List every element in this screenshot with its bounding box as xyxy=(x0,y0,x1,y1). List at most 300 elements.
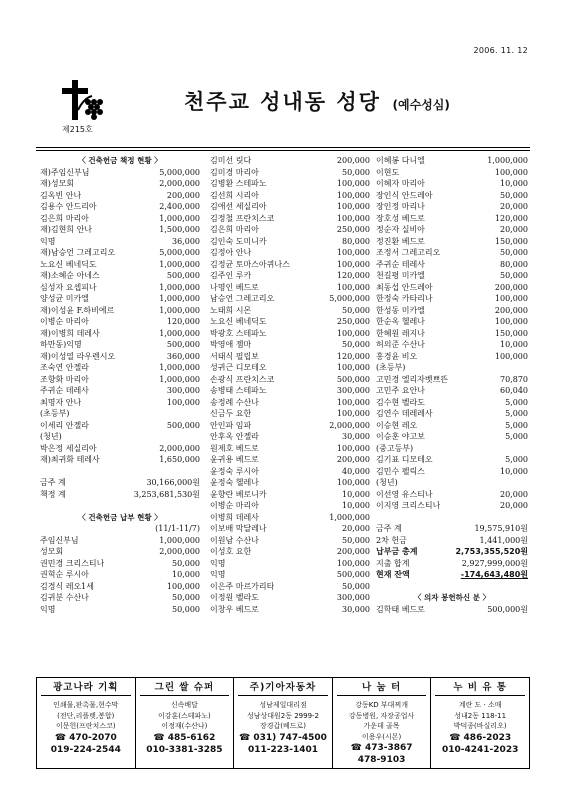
payment-row-amount: 300,000 xyxy=(336,386,370,395)
payment-row xyxy=(210,512,370,524)
payment-row-amount: 50,000 xyxy=(342,305,370,315)
summary-row-name: 금주 계 xyxy=(376,524,402,533)
payment-row-amount: 300,000 xyxy=(336,593,370,602)
payment-row-name: 성모회 xyxy=(40,547,64,556)
pledge-row xyxy=(40,374,200,386)
payment-row-name: 김병환 스테파노 xyxy=(210,179,267,188)
ad-line: 박덕종(바실리오) xyxy=(453,722,507,730)
payment-row-amount: 80,000 xyxy=(342,236,370,246)
pledge-row-name: 재)주임신부님 xyxy=(40,167,90,177)
payment-row-amount: 1,000,000 xyxy=(487,156,528,165)
summary-row-amount: 1,441,000원 xyxy=(479,535,528,545)
payment-row xyxy=(210,454,370,466)
payment-row xyxy=(210,466,370,478)
header-rule-2 xyxy=(36,150,530,151)
payment-row xyxy=(210,316,370,328)
payment-row-name: 이병순 마리아 xyxy=(210,501,259,510)
pledge-row xyxy=(40,420,200,432)
pledge-row-name: 박은정 세실리아 xyxy=(40,443,97,453)
subgroup-elementary-2: (초등부) xyxy=(376,363,406,372)
payment-row-name: 정진환 베드로 xyxy=(376,236,425,246)
payment-row xyxy=(376,178,528,190)
payment-row-name: 박영애 젬마 xyxy=(210,340,252,349)
payment-row-amount: 200,000 xyxy=(336,156,370,165)
pledge-row-amount: 1,000,000 xyxy=(159,328,200,338)
payment-row-name: 성귀근 디모테오 xyxy=(210,363,267,372)
payment-row xyxy=(210,408,370,420)
ad-box xyxy=(431,678,529,768)
payment-row xyxy=(376,431,528,443)
payment-row xyxy=(210,397,370,409)
payment-row xyxy=(210,489,370,501)
pledge-row xyxy=(40,362,200,374)
payment-row-amount: 100,000 xyxy=(336,558,370,568)
payment-row xyxy=(376,489,528,501)
payment-row-name: 김애선 세실리아 xyxy=(210,202,267,211)
payment-row xyxy=(376,454,528,466)
payment-row-name: 안후옥 안젤라 xyxy=(210,432,259,441)
church-name: 천주교 성내동 성당 xyxy=(184,90,381,114)
payment-row-amount: 5,000 xyxy=(505,455,528,464)
ad-line: 강동병원, 자장공업사 xyxy=(348,711,415,720)
payment-row-amount: 500,000 xyxy=(336,374,370,384)
payment-row xyxy=(210,443,370,455)
payment-row-name: 김정철 프란치스코 xyxy=(210,213,275,223)
payment-row-amount: 20,000 xyxy=(500,489,528,499)
payment-list-elementary xyxy=(376,374,528,443)
payment-row xyxy=(40,569,200,581)
page-title xyxy=(184,86,450,116)
pledge-row xyxy=(40,397,200,409)
payment-row xyxy=(376,155,528,167)
payment-row-name: 한정숙 카타리나 xyxy=(376,294,433,303)
ad-name: 누 비 유 통 xyxy=(435,680,525,696)
payment-row-name: 김주인 루카 xyxy=(210,271,252,280)
pledge-row-amount: 200,000 xyxy=(166,190,200,200)
payment-row-name: 한성동 미카엘 xyxy=(376,305,425,315)
payment-row-name: 김귀분 수산나 xyxy=(40,593,89,602)
payment-list-youth xyxy=(376,489,528,512)
payment-row-name: 주임신부님 xyxy=(40,535,79,545)
payment-row-amount: 150,000 xyxy=(494,236,528,246)
ad-line: 성남상대원2동 2999-2 xyxy=(246,711,319,720)
payment-row-name: 김민수 펠릭스 xyxy=(376,466,425,476)
payment-row-amount: 100,000 xyxy=(336,397,370,407)
section-title-payment: 〈 건축헌금 납부 현황 〉 xyxy=(78,512,162,522)
pledge-row xyxy=(40,201,200,213)
pledge-row xyxy=(40,259,200,271)
payment-row-amount: 50,000 xyxy=(172,558,200,568)
payment-row xyxy=(376,374,528,386)
payment-row-amount: 100,000 xyxy=(336,409,370,418)
payment-row-amount: 200,000 xyxy=(494,282,528,292)
payment-row xyxy=(40,535,200,547)
ad-name: 주)기아자동차 xyxy=(238,680,328,696)
pledge-row-name: 익명 xyxy=(40,236,56,246)
payment-row-name: 이혜자 마리아 xyxy=(376,179,425,188)
subgroup-middle-high: (중고등부) xyxy=(376,443,414,453)
payment-row xyxy=(210,420,370,432)
payment-row-amount: 100,000 xyxy=(336,443,370,453)
pledge-row-name: 김은희 마리아 xyxy=(40,213,89,223)
payment-row-name: 장호성 베드로 xyxy=(376,213,425,223)
payment-row-name: 이보배 막달레나 xyxy=(210,524,267,533)
ad-box xyxy=(37,678,136,768)
section-title-chair: 〈 의자 봉헌하신 분 〉 xyxy=(413,593,491,602)
payment-row xyxy=(376,328,528,340)
payment-row-amount: 50,000 xyxy=(342,167,370,177)
ad-line: 가운데 골목 xyxy=(363,722,400,730)
pledge-row xyxy=(40,316,200,328)
pledge-row xyxy=(40,236,200,248)
payment-row xyxy=(376,397,528,409)
payment-row xyxy=(210,293,370,305)
payment-row-amount: 50,000 xyxy=(172,604,200,614)
ad-box xyxy=(333,678,432,768)
ad-box xyxy=(234,678,333,768)
payment-row-amount: 100,000 xyxy=(336,248,370,257)
payment-row-amount: 100,000 xyxy=(336,259,370,269)
chair-donor: 김학태 베드로 500,000원 xyxy=(376,604,528,614)
paid-total: 납부금 총계 2,753,355,520원 xyxy=(376,547,528,556)
pledge-row-name: 재)성모회 xyxy=(40,179,75,188)
column-pledge xyxy=(40,155,200,615)
church-logo-icon xyxy=(58,78,106,122)
payment-row-amount: 60,040 xyxy=(500,386,528,395)
ad-line: 강동KD 부대찌개 xyxy=(355,701,408,709)
ad-phone: ☎ 486-2023 xyxy=(449,732,512,743)
payment-row-name: 이승훈 야고보 xyxy=(376,432,425,441)
payment-row-amount: 100,000 xyxy=(494,294,528,303)
payment-row-name: 신금두 요한 xyxy=(210,409,252,418)
payment-row xyxy=(210,385,370,397)
payment-row xyxy=(210,546,370,558)
payment-row-amount: 200,000 xyxy=(336,547,370,556)
payment-row-name: 고민주 요안나 xyxy=(376,386,425,395)
pledge-row xyxy=(40,247,200,259)
payment-row xyxy=(376,351,528,363)
pledge-row xyxy=(40,293,200,305)
pledge-row-amount: 1,000,000 xyxy=(159,213,200,223)
ad-mobile: 478-9103 xyxy=(357,755,406,765)
pledge-row xyxy=(40,178,200,190)
pledge-row xyxy=(40,167,200,179)
payment-row-name: 김연수 데레레사 xyxy=(376,409,433,418)
payment-row-name: 권혁순 루시아 xyxy=(40,570,89,579)
payment-row-amount: 30,000 xyxy=(342,432,370,441)
payment-row xyxy=(210,167,370,179)
payment-row-name: 이원남 수산나 xyxy=(210,535,259,545)
payment-row-name: 김정아 안나 xyxy=(210,248,252,257)
payment-row-amount: 1,000,000 xyxy=(159,535,200,545)
payment-row-amount: 50,000 xyxy=(500,248,528,257)
pledge-row xyxy=(40,328,200,340)
payment-row xyxy=(376,282,528,294)
payment-row-name: 김미선 릿다 xyxy=(210,156,252,165)
payment-row-amount: 50,000 xyxy=(500,190,528,200)
pledge-row-name: 조향화 마리아 xyxy=(40,374,89,384)
pledge-row-amount: 1,000,000 xyxy=(159,374,200,384)
issue-number: 제215호 xyxy=(62,125,93,134)
payment-row-amount: 200,000 xyxy=(336,455,370,464)
payment-row-name: 이혜봉 다니엘 xyxy=(376,156,425,165)
pledge-list-elementary xyxy=(40,420,200,432)
pledge-row-name: 김옥빈 안나 xyxy=(40,190,82,200)
payment-row-amount: 10,000 xyxy=(342,501,370,510)
pledge-row-name: 노요신 베네딕도 xyxy=(40,259,97,269)
ad-line: 신속배달 xyxy=(170,701,198,709)
payment-row-amount: 2,000,000 xyxy=(329,420,370,430)
pledge-row-amount: 1,000,000 xyxy=(159,363,200,372)
ad-line: 이정재(수산나) xyxy=(161,722,208,730)
payment-row-amount: 10,000 xyxy=(172,570,200,579)
pledge-row-name: 이세리 안젤라 xyxy=(40,420,89,430)
payment-row-name: 나명인 베드로 xyxy=(210,282,259,292)
payment-row xyxy=(210,270,370,282)
payment-row-name: 손광식 프란치스코 xyxy=(210,374,275,384)
pledge-row xyxy=(40,443,200,455)
payment-row xyxy=(210,305,370,317)
payment-row xyxy=(40,546,200,558)
payment-row-amount: 250,000 xyxy=(336,317,370,326)
payment-row xyxy=(210,190,370,202)
payment-row-amount: 120,000 xyxy=(336,271,370,280)
payment-row xyxy=(210,535,370,547)
ads-strip xyxy=(36,677,530,769)
payment-row xyxy=(376,305,528,317)
payment-row-amount: 100,000 xyxy=(336,190,370,200)
payment-row-amount: 10,000 xyxy=(500,179,528,188)
payment-row-name: 서태식 필립보 xyxy=(210,351,259,361)
payment-row-name: 한순옥 헬레나 xyxy=(376,317,425,326)
payment-row-name: 김정균 토마스아퀴나스 xyxy=(210,259,290,269)
pledge-row-name: 재)소혜순 아네스 xyxy=(40,271,100,280)
ad-line: (전단,리플렛,봉합) xyxy=(57,711,115,720)
pledge-row-amount: 100,000 xyxy=(166,397,200,407)
current-balance: 현재 잔액 -174,643,480원 xyxy=(376,570,528,579)
pledge-row-name: 주귀순 데레사 xyxy=(40,386,89,395)
payment-row-amount: 1,000,000 xyxy=(329,512,370,522)
payment-row-amount: 20,000 xyxy=(342,524,370,533)
payment-row-name: 이지영 크리스티나 xyxy=(376,501,441,510)
payment-row-name: 김선희 시리아 xyxy=(210,190,259,200)
payment-row-amount: 100,000 xyxy=(336,202,370,211)
payment-row xyxy=(210,213,370,225)
ad-line: 이문헌(프란치스코) xyxy=(56,722,116,730)
payment-row-amount: 70,870 xyxy=(500,374,528,384)
ad-name: 나 눔 터 xyxy=(337,680,427,696)
ad-line: 성남제일대리점 xyxy=(259,701,307,709)
subgroup-youth-2: (청년) xyxy=(376,478,398,487)
payment-row xyxy=(210,569,370,581)
payment-row-name: 송정례 수산나 xyxy=(210,397,259,407)
payment-row xyxy=(210,282,370,294)
pledge-row-amount: 2,000,000 xyxy=(159,443,200,453)
payment-row-name: 김미경 마리아 xyxy=(210,167,259,177)
payment-row xyxy=(376,224,528,236)
payment-list-middle-high xyxy=(376,454,528,477)
pledge-row-name: 재)이성윤 F.하비에르 xyxy=(40,305,115,315)
bulletin-date: 2006. 11. 12 xyxy=(473,46,528,55)
pledge-row xyxy=(40,385,200,397)
payment-row-name: 최동섭 안드레아 xyxy=(376,282,433,292)
pledge-row-name: 재)남승언 그레고리오 xyxy=(40,248,116,257)
payment-row-name: 이병희 데레사 xyxy=(210,512,259,522)
payment-row-name: 한혜원 레지나 xyxy=(376,328,425,338)
payment-row-name: 홍경윤 비오 xyxy=(376,351,418,361)
pledge-row-amount: 120,000 xyxy=(166,317,200,326)
payment-row-amount: 5,000,000 xyxy=(329,294,370,303)
ad-mobile: 011-223-1401 xyxy=(247,744,319,755)
payment-row xyxy=(210,247,370,259)
payment-row-amount: 5,000 xyxy=(505,432,528,441)
payment-row xyxy=(376,385,528,397)
column-payment-cont-2 xyxy=(376,155,528,615)
payment-row xyxy=(376,201,528,213)
payment-row-name: 장인정 마리나 xyxy=(376,202,425,211)
summary-row xyxy=(376,523,528,535)
payment-row-amount: 500,000 xyxy=(336,570,370,579)
payment-row xyxy=(376,500,528,512)
pledge-row xyxy=(40,454,200,466)
payment-list-cont-2 xyxy=(376,155,528,362)
payment-row xyxy=(210,374,370,386)
payment-row xyxy=(210,259,370,271)
payment-row-name: 허의준 수산나 xyxy=(376,340,425,349)
payment-row-name: 김기표 디모테오 xyxy=(376,455,433,464)
pledge-row-amount: 1,000,000 xyxy=(159,282,200,292)
payment-row xyxy=(210,236,370,248)
payment-row-amount: 150,000 xyxy=(494,328,528,338)
payment-row-amount: 40,000 xyxy=(342,466,370,476)
pledge-row xyxy=(40,213,200,225)
payment-row-amount: 5,000 xyxy=(505,420,528,430)
ad-line: 이강훈(스테파노) xyxy=(157,711,211,720)
payment-row-amount: 20,000 xyxy=(500,501,528,510)
ad-name: 광고나라 기획 xyxy=(41,680,131,696)
pledge-list xyxy=(40,167,200,409)
pledge-row-name: 양성균 미카엘 xyxy=(40,294,89,303)
payment-row xyxy=(210,581,370,593)
payment-row-amount: 250,000 xyxy=(336,225,370,234)
ad-phone: ☎ 470-2070 xyxy=(54,732,117,743)
ad-line: 인쇄물,판촉물,현수막 xyxy=(53,701,119,709)
ad-line: 장경갑(베드로) xyxy=(259,722,306,730)
payment-row xyxy=(210,201,370,213)
pledge-row xyxy=(40,270,200,282)
payment-row-name: 윤정숙 루시아 xyxy=(210,466,259,476)
payment-row-name: 권민경 크리스티나 xyxy=(40,558,105,568)
pledge-row-amount: 1,000,000 xyxy=(159,259,200,269)
payment-row-amount: 100,000 xyxy=(336,213,370,223)
payment-row-name: 박광호 스테파노 xyxy=(210,328,267,338)
payment-list xyxy=(40,535,200,616)
pledge-row-name: 심성자 요셉피나 xyxy=(40,282,97,292)
payment-row-name: 김경식 레오1세 xyxy=(40,581,95,591)
payment-row-name: 윤향란 베로니카 xyxy=(210,489,267,499)
payment-row xyxy=(210,558,370,570)
ad-box xyxy=(136,678,235,768)
payment-row-amount: 10,000 xyxy=(500,466,528,476)
pledge-row xyxy=(40,351,200,363)
payment-row-amount: 10,000 xyxy=(342,489,370,499)
header-rule xyxy=(36,147,530,148)
payment-row-amount: 30,000 xyxy=(342,604,370,614)
payment-row-name: 김인숙 도미니카 xyxy=(210,236,267,246)
payment-row-name: 장인식 안드레아 xyxy=(376,190,433,200)
summary-row-name: 2차 헌금 xyxy=(376,535,407,545)
payment-row-amount: 80,000 xyxy=(500,259,528,269)
payment-row-amount: 100,000 xyxy=(336,282,370,292)
subgroup-youth: (청년) xyxy=(40,432,62,441)
ad-line: 계란 도 · 소매 xyxy=(458,701,502,709)
payment-row-amount: 200,000 xyxy=(494,305,528,315)
payment-row-name: 이정원 벨라도 xyxy=(210,593,259,602)
payment-row xyxy=(210,178,370,190)
payment-row xyxy=(376,408,528,420)
payment-row-name: 노태희 시몬 xyxy=(210,305,252,315)
payment-row xyxy=(40,592,200,604)
pledge-row-amount: 360,000 xyxy=(166,351,200,361)
payment-period: (11/1-11/7) xyxy=(155,524,200,533)
pledge-row-amount: 500,000 xyxy=(166,271,200,280)
pledge-row-amount: 500,000 xyxy=(166,340,200,349)
payment-row xyxy=(210,328,370,340)
payment-row-name: 조정서 그레고리오 xyxy=(376,248,441,257)
payment-row xyxy=(376,190,528,202)
payment-row-amount: 50,000 xyxy=(172,593,200,602)
ad-phone: ☎ 485-6162 xyxy=(153,732,216,743)
payment-row-amount: 100,000 xyxy=(336,179,370,188)
payment-row-name: 이성호 요한 xyxy=(210,547,252,556)
pledge-row-amount: 300,000 xyxy=(166,386,200,395)
payment-row xyxy=(210,339,370,351)
ad-mobile: 019-224-2544 xyxy=(50,744,121,755)
pledge-row xyxy=(40,282,200,294)
payment-row-name: 주귀순 테레사 xyxy=(376,259,425,269)
pledge-row-name: 김용수 안드리아 xyxy=(40,202,97,211)
pledge-row-name: 조숙연 안젤라 xyxy=(40,363,89,372)
payment-row-amount: 20,000 xyxy=(500,202,528,211)
pledge-row xyxy=(40,224,200,236)
payment-row-name: 익명 xyxy=(210,558,226,568)
pledge-row-amount: 1,650,000 xyxy=(159,455,200,464)
payment-row-name: 윤귀용 베드로 xyxy=(210,455,259,464)
pledge-row xyxy=(40,339,200,351)
payment-row xyxy=(376,339,528,351)
pledge-row-name: 재)이병희 데레사 xyxy=(40,328,100,338)
payment-row xyxy=(376,420,528,432)
payment-row-amount: 20,000 xyxy=(500,225,528,234)
payment-row-name: 남승언 그레고리오 xyxy=(210,294,275,303)
payment-row-amount: 5,000 xyxy=(505,409,528,418)
payment-row xyxy=(40,604,200,616)
ad-mobile: 010-3381-3285 xyxy=(146,744,223,755)
payment-summary xyxy=(376,523,528,546)
pledge-grand-total: 책정 계 3,253,681,530원 xyxy=(40,489,200,499)
pledge-row-amount: 1,000,000 xyxy=(159,305,200,315)
column-payment-cont xyxy=(210,155,370,615)
payment-row-name: 김은희 마리아 xyxy=(210,225,259,234)
pledge-list-youth xyxy=(40,443,200,466)
payment-row xyxy=(210,351,370,363)
payment-row-amount: 100,000 xyxy=(494,317,528,326)
payment-row-name: 이창우 베드로 xyxy=(210,604,259,614)
pledge-row-amount: 500,000 xyxy=(166,420,200,430)
payment-row xyxy=(376,293,528,305)
payment-row xyxy=(376,466,528,478)
payment-row-amount: 50,000 xyxy=(342,535,370,545)
